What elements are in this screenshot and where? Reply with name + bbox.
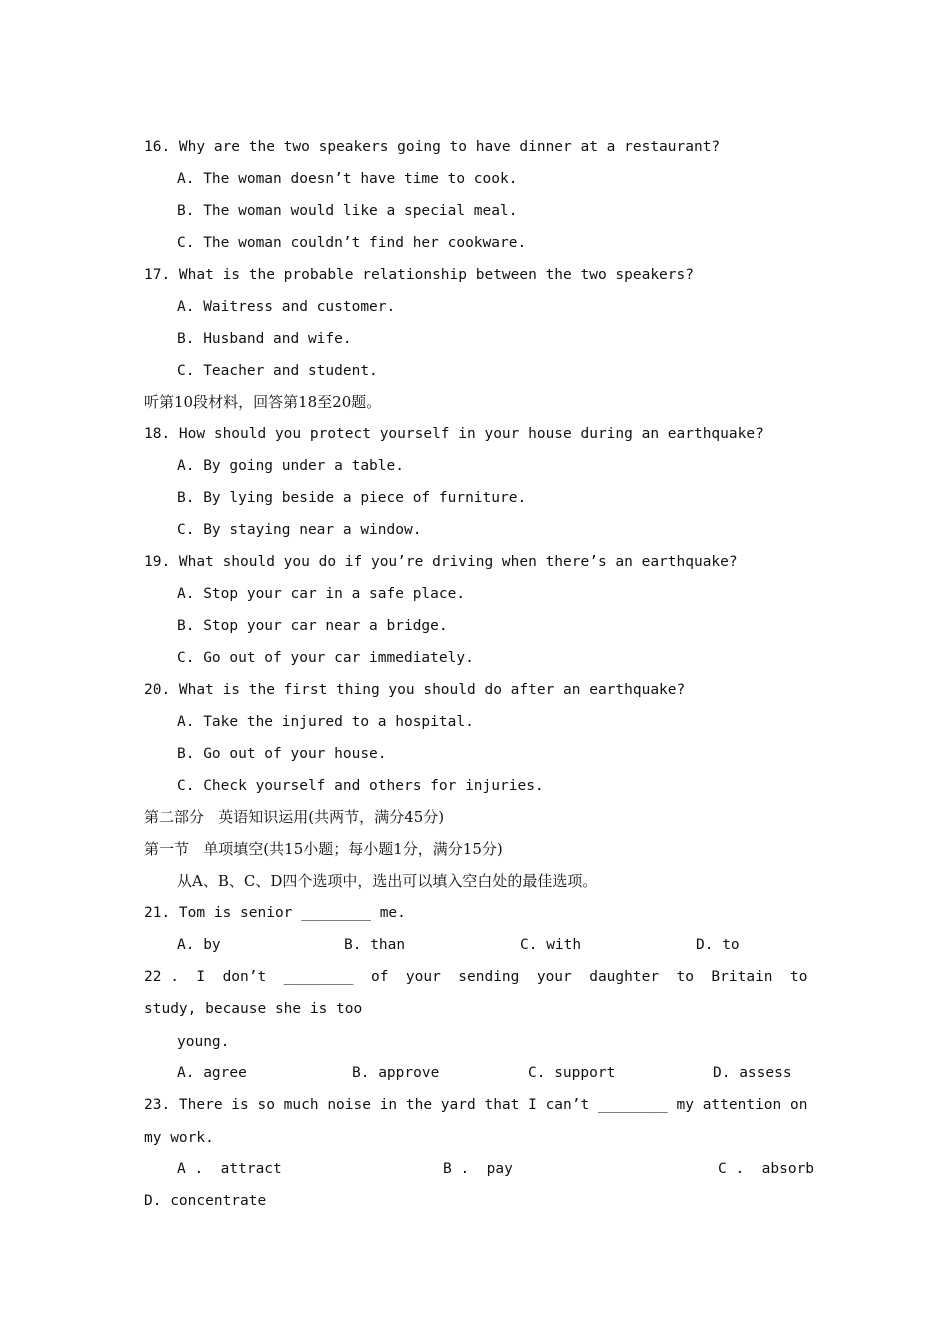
question-19-stem: 19. What should you do if you’re driving when there’s an earthquake? xyxy=(144,554,738,570)
question-17-option-b: B. Husband and wife. xyxy=(177,331,352,347)
question-18-option-c: C. By staying near a window. xyxy=(177,522,422,538)
part-2-heading: 第二部分 英语知识运用(共两节，满分45分) xyxy=(144,808,445,826)
question-23-option-b: B . pay xyxy=(443,1161,513,1177)
question-22-option-a: A. agree xyxy=(177,1065,247,1081)
question-22-option-d: D. assess xyxy=(713,1065,792,1081)
question-19-option-b: B. Stop your car near a bridge. xyxy=(177,618,448,634)
part-2-instruction: 从A、B、C、D四个选项中，选出可以填入空白处的最佳选项。 xyxy=(177,872,598,890)
question-16-stem: 16. Why are the two speakers going to have dinner at a restaurant? xyxy=(144,139,721,155)
question-22-option-c: C. support xyxy=(528,1065,616,1081)
question-23-option-c: C . absorb xyxy=(718,1161,815,1177)
question-21-option-c: C. with xyxy=(520,937,582,953)
question-17-stem: 17. What is the probable relationship between the two speakers? xyxy=(144,267,694,283)
question-21-option-b: B. than xyxy=(344,937,406,953)
question-22-stem-line-3: young. xyxy=(177,1034,230,1050)
question-22-option-b: B. approve xyxy=(352,1065,440,1081)
question-19-option-c: C. Go out of your car immediately. xyxy=(177,650,474,666)
question-22-stem-line-1: 22 . I don’t ________ of your sending your daughter to Britain to xyxy=(144,969,808,985)
question-18-option-a: A. By going under a table. xyxy=(177,458,404,474)
question-16-option-a: A. The woman doesn’t have time to cook. xyxy=(177,171,518,187)
question-18-option-b: B. By lying beside a piece of furniture. xyxy=(177,490,527,506)
question-21-stem: 21. Tom is senior ________ me. xyxy=(144,905,406,921)
question-21-option-d: D. to xyxy=(696,937,740,953)
question-23-stem-line-1: 23. There is so much noise in the yard that I can’t ________ my attention on xyxy=(144,1097,808,1113)
question-17-option-c: C. Teacher and student. xyxy=(177,363,378,379)
question-19-option-a: A. Stop your car in a safe place. xyxy=(177,586,466,602)
question-21-option-a: A. by xyxy=(177,937,221,953)
question-20-option-a: A. Take the injured to a hospital. xyxy=(177,714,474,730)
question-23-option-a: A . attract xyxy=(177,1161,282,1177)
part-2-section-1-heading: 第一节 单项填空(共15小题；每小题1分，满分15分) xyxy=(144,840,503,858)
question-23-stem-line-2: my work. xyxy=(144,1130,214,1146)
question-23-option-d: D. concentrate xyxy=(144,1193,267,1209)
question-20-option-c: C. Check yourself and others for injuries. xyxy=(177,778,544,794)
question-20-stem: 20. What is the first thing you should do after an earthquake? xyxy=(144,682,686,698)
question-22-stem-line-2: study, because she is too xyxy=(144,1001,363,1017)
question-20-option-b: B. Go out of your house. xyxy=(177,746,387,762)
question-16-option-b: B. The woman would like a special meal. xyxy=(177,203,518,219)
question-18-stem: 18. How should you protect yourself in your house during an earthquake? xyxy=(144,426,764,442)
question-17-option-a: A. Waitress and customer. xyxy=(177,299,396,315)
section-10-instruction: 听第10段材料，回答第18至20题。 xyxy=(144,393,382,411)
question-16-option-c: C. The woman couldn’t find her cookware. xyxy=(177,235,527,251)
